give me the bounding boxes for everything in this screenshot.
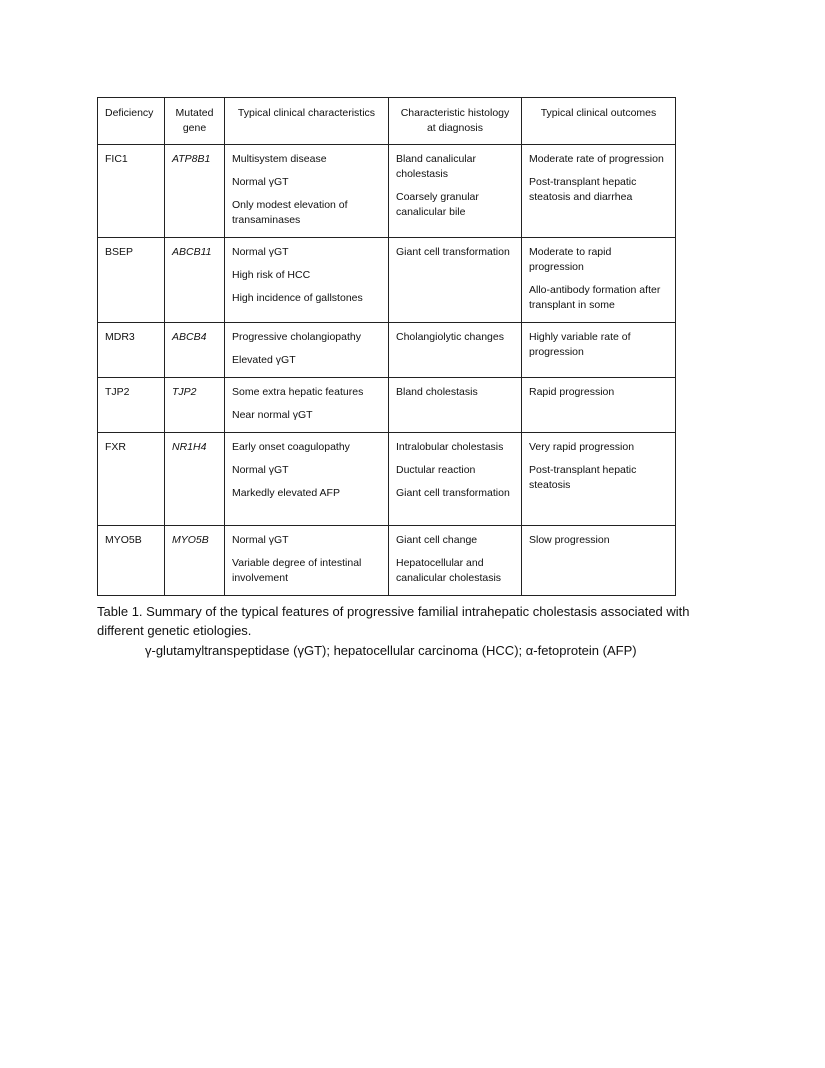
deficiency-cell: MDR3 — [98, 323, 165, 378]
outcomes-cell — [522, 238, 676, 323]
outcomes-cell — [522, 145, 676, 238]
gene-cell: MYO5B — [165, 526, 225, 596]
characteristics-item: Early onset coagulopathy — [232, 441, 350, 453]
deficiency-cell: BSEP — [98, 238, 165, 323]
outcomes-item: Moderate rate of progression — [529, 153, 664, 165]
outcomes-item: Post-transplant hepatic steatosis and diarrhea — [529, 176, 637, 203]
deficiency-cell: TJP2 — [98, 378, 165, 433]
outcomes-cell — [522, 378, 676, 433]
histology-item: Hepatocellular and canalicular cholestasis — [396, 557, 502, 584]
characteristics-item: Elevated γGT — [232, 354, 296, 366]
header-clinical-characteristics: Typical clinical characteristics — [225, 98, 389, 145]
histology-item: Giant cell transformation — [396, 487, 510, 499]
histology-cell — [389, 145, 522, 238]
outcomes-item: Post-transplant hepatic steatosis — [529, 464, 637, 491]
histology-item: Bland canalicular cholestasis — [396, 153, 476, 180]
characteristics-cell — [225, 238, 389, 323]
outcomes-item: Moderate to rapid progression — [529, 246, 612, 273]
characteristics-item: Near normal γGT — [232, 409, 313, 421]
histology-item: Giant cell change — [396, 534, 478, 546]
characteristics-item: Progressive cholangiopathy — [232, 331, 361, 343]
histology-item: Bland cholestasis — [396, 386, 478, 398]
characteristics-item: Normal γGT — [232, 176, 289, 188]
header-deficiency: Deficiency — [98, 98, 165, 145]
characteristics-cell — [225, 145, 389, 238]
characteristics-item: Variable degree of intestinal involvement — [232, 557, 362, 584]
outcomes-item: Highly variable rate of progression — [529, 331, 631, 358]
characteristics-item: Markedly elevated AFP — [232, 487, 340, 499]
histology-cell — [389, 378, 522, 433]
table-row — [98, 526, 676, 596]
histology-cell — [389, 238, 522, 323]
outcomes-cell — [522, 526, 676, 596]
gene-cell: ABCB11 — [165, 238, 225, 323]
histology-item: Ductular reaction — [396, 464, 476, 476]
characteristics-cell — [225, 433, 389, 526]
table-row — [98, 378, 676, 433]
characteristics-cell — [225, 323, 389, 378]
outcomes-item: Slow progression — [529, 534, 610, 546]
table-row — [98, 323, 676, 378]
histology-item: Giant cell transformation — [396, 246, 510, 258]
outcomes-item: Very rapid progression — [529, 441, 635, 453]
characteristics-item: Only modest elevation of transaminases — [232, 199, 348, 226]
histology-item: Intralobular cholestasis — [396, 441, 504, 453]
characteristics-cell — [225, 378, 389, 433]
outcomes-item: Allo-antibody formation after transplant in some — [529, 284, 661, 311]
characteristics-item: Some extra hepatic features — [232, 386, 364, 398]
table-body — [98, 145, 676, 596]
header-histology: Characteristic histology at diagnosis — [389, 98, 522, 145]
characteristics-item: Normal γGT — [232, 246, 289, 258]
header-row — [98, 98, 676, 145]
histology-cell — [389, 526, 522, 596]
gene-cell: ABCB4 — [165, 323, 225, 378]
header-mutated-gene: Mutated gene — [165, 98, 225, 145]
table-caption: Table 1. Summary of the typical features of progressive familial intrahepatic cholestasis associated with different genetic etiologies. — [97, 604, 690, 638]
gene-cell: ATP8B1 — [165, 145, 225, 238]
abbreviations-note: γ-glutamyltranspeptidase (γGT); hepatocellular carcinoma (HCC); α-fetoprotein (AFP) — [145, 643, 637, 658]
pfic-summary-table — [97, 97, 676, 596]
histology-item: Cholangiolytic changes — [396, 331, 504, 343]
histology-cell — [389, 323, 522, 378]
characteristics-cell — [225, 526, 389, 596]
characteristics-item: High incidence of gallstones — [232, 292, 363, 304]
characteristics-item: High risk of HCC — [232, 269, 311, 281]
deficiency-cell: FXR — [98, 433, 165, 526]
histology-item: Coarsely granular canalicular bile — [396, 191, 479, 218]
table-row — [98, 433, 676, 526]
characteristics-item: Normal γGT — [232, 464, 289, 476]
gene-cell: TJP2 — [165, 378, 225, 433]
outcomes-cell — [522, 323, 676, 378]
outcomes-cell — [522, 433, 676, 526]
characteristics-item: Multisystem disease — [232, 153, 327, 165]
outcomes-item: Rapid progression — [529, 386, 615, 398]
deficiency-cell: MYO5B — [98, 526, 165, 596]
table-row — [98, 238, 676, 323]
deficiency-cell: FIC1 — [98, 145, 165, 238]
header-outcomes: Typical clinical outcomes — [522, 98, 676, 145]
gene-cell: NR1H4 — [165, 433, 225, 526]
characteristics-item: Normal γGT — [232, 534, 289, 546]
histology-cell — [389, 433, 522, 526]
table-row — [98, 145, 676, 238]
